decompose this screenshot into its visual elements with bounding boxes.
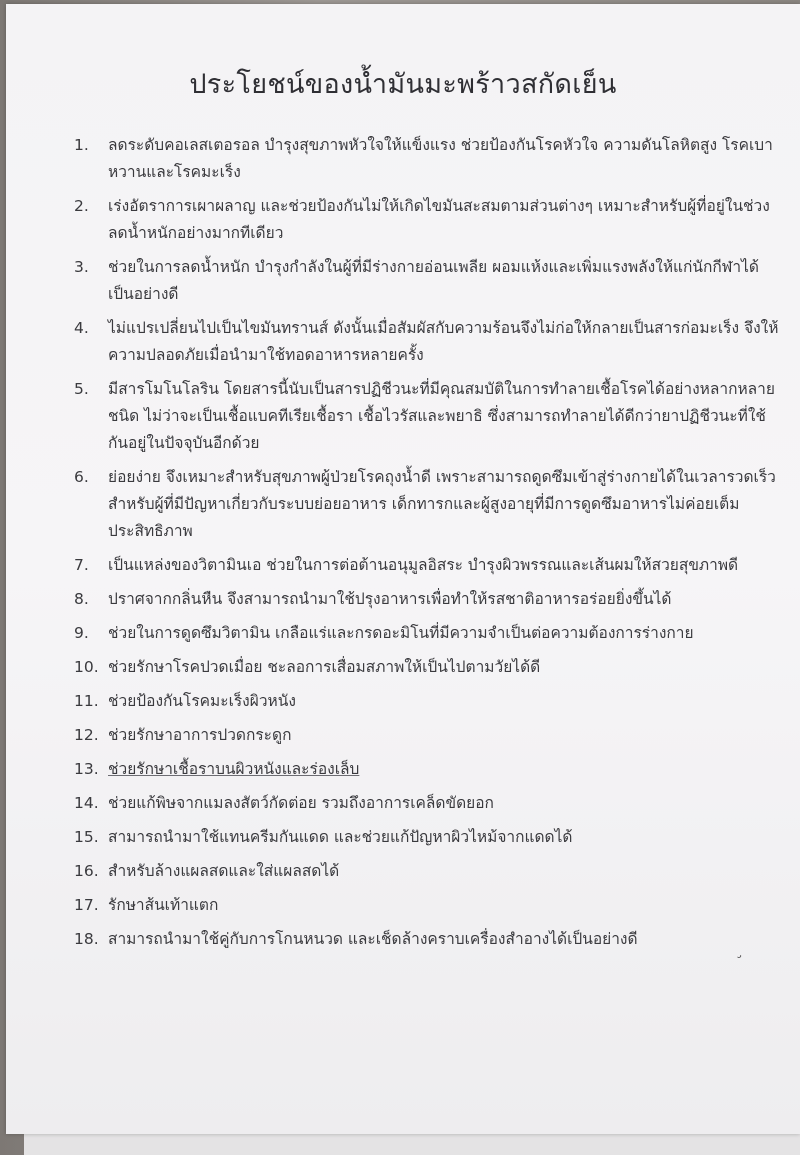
item-text: ไม่แปรเปลี่ยนไปเป็นไขมันทรานส์ ดังนั้นเมื่อสัมผัสกับความร้อนจึงไม่ก่อให้กลายเป็นสารก่อมะเร็ง จึงให้ความปลอดภัยเมื่อนำมาใช้ทอดอาหารหลายครั้ง [108, 319, 779, 364]
item-number: 12. [74, 726, 99, 744]
list-item [74, 586, 784, 613]
item-number: 8. [74, 590, 89, 608]
item-number: 14. [74, 794, 99, 812]
list-item [74, 654, 784, 681]
item-text: เร่งอัตราการเผาผลาญ และช่วยป้องกันไม่ให้เกิดไขมันสะสมตามส่วนต่างๆ เหมาะสำหรับผู้ที่อยู่ในช่วงลดน้ำหนักอย่างมากทีเดียว [108, 197, 770, 242]
list-item [74, 376, 784, 457]
item-number: 17. [74, 896, 99, 914]
item-text: สามารถนำมาใช้คู่กับการโกนหนวด และเช็ดล้างคราบเครื่องสำอางได้เป็นอย่างดี [108, 930, 638, 948]
item-text: ช่วยรักษาโรคปวดเมื่อย ชะลอการเสื่อมสภาพให้เป็นไปตามวัยได้ดี [108, 658, 541, 676]
list-item [74, 315, 784, 369]
item-text: รักษาส้นเท้าแตก [108, 896, 219, 914]
item-number: 5. [74, 380, 89, 398]
list-item [74, 824, 784, 851]
document-page [6, 4, 800, 1134]
item-number: 3. [74, 258, 89, 276]
item-text: มีสารโมโนโลริน โดยสารนี้นับเป็นสารปฏิชีวนะที่มีคุณสมบัติในการทำลายเชื้อโรคได้อย่างหลากหลายชนิด ไม่ว่าจะเป็นเชื้อแบคทีเรียเชื้อรา เชื้อไวรัสและพยาธิ ซึ่งสามารถทำลายได้ดีกว่ายาปฏิชีวนะที่ใช้กันอยู่ในปัจจุบันอีกด้วย [108, 380, 775, 452]
item-text: ช่วยป้องกันโรคมะเร็งผิวหนัง [108, 692, 296, 710]
item-text: ช่วยในการดูดซึมวิตามิน เกลือแร่และกรดอะมิโนที่มีความจำเป็นต่อความต้องการร่างกาย [108, 624, 694, 642]
list-item [74, 620, 784, 647]
list-item [74, 790, 784, 817]
item-text: ย่อยง่าย จึงเหมาะสำหรับสุขภาพผู้ป่วยโรคถุงน้ำดี เพราะสามารถดูดซึมเข้าสู่ร่างกายได้ในเวลารวดเร็ว สำหรับผู้ที่มีปัญหาเกี่ยวกับระบบย่อยอาหาร เด็กทารกและผู้สูงอายุที่มีการดูดซึมอาหารไม่ค่อยเต็มประสิทธิภาพ [108, 468, 776, 540]
item-text: ช่วยแก้พิษจากแมลงสัตว์กัดต่อย รวมถึงอาการเคล็ดขัดยอก [108, 794, 494, 812]
list-item [74, 858, 784, 885]
list-item [74, 464, 784, 545]
item-number: 9. [74, 624, 89, 642]
item-text: สามารถนำมาใช้แทนครีมกันแดด และช่วยแก้ปัญหาผิวไหม้จากแดดได้ [108, 828, 573, 846]
item-text: ช่วยรักษาอาการปวดกระดูก [108, 726, 292, 744]
item-number: 18. [74, 930, 99, 948]
item-number: 1. [74, 136, 89, 154]
item-text: ลดระดับคอเลสเตอรอล บำรุงสุขภาพหัวใจให้แข็งแรง ช่วยป้องกันโรคหัวใจ ความดันโลหิตสูง โรคเบาหวานและโรคมะเร็ง [108, 136, 773, 181]
item-number: 13. [74, 760, 99, 778]
item-number: 10. [74, 658, 99, 676]
list-item [74, 722, 784, 749]
item-number: 16. [74, 862, 99, 880]
item-number: 2. [74, 197, 89, 215]
list-item [74, 254, 784, 308]
item-text: ช่วยรักษาเชื้อราบนผิวหนังและร่องเล็บ [108, 760, 360, 778]
list-item [74, 926, 784, 953]
item-text: สำหรับล้างแผลสดและใส่แผลสดได้ [108, 862, 340, 880]
item-number: 4. [74, 319, 89, 337]
pen-mark-icon: ˘ [735, 953, 750, 971]
list-item [74, 193, 784, 247]
item-text: เป็นแหล่งของวิตามินเอ ช่วยในการต่อต้านอนุมูลอิสระ บำรุงผิวพรรณและเส้นผมให้สวยสุขภาพดี [108, 556, 739, 574]
page-title: ประโยชน์ของน้ำมันมะพร้าวสกัดเย็น [189, 69, 617, 100]
item-number: 15. [74, 828, 99, 846]
list-item [74, 688, 784, 715]
benefits-list [74, 132, 784, 960]
item-text: ช่วยในการลดน้ำหนัก บำรุงกำลังในผู้ที่มีร่างกายอ่อนเพลีย ผอมแห้งและเพิ่มแรงพลังให้แก่นักกีฬาได้เป็นอย่างดี [108, 258, 759, 303]
list-item [74, 552, 784, 579]
item-number: 11. [74, 692, 99, 710]
list-item [74, 756, 784, 783]
item-text: ปราศจากกลิ่นหืน จึงสามารถนำมาใช้ปรุงอาหารเพื่อทำให้รสชาติอาหารอร่อยยิ่งขึ้นได้ [108, 590, 672, 608]
item-number: 7. [74, 556, 89, 574]
list-item [74, 892, 784, 919]
list-item [74, 132, 784, 186]
item-number: 6. [74, 468, 89, 486]
